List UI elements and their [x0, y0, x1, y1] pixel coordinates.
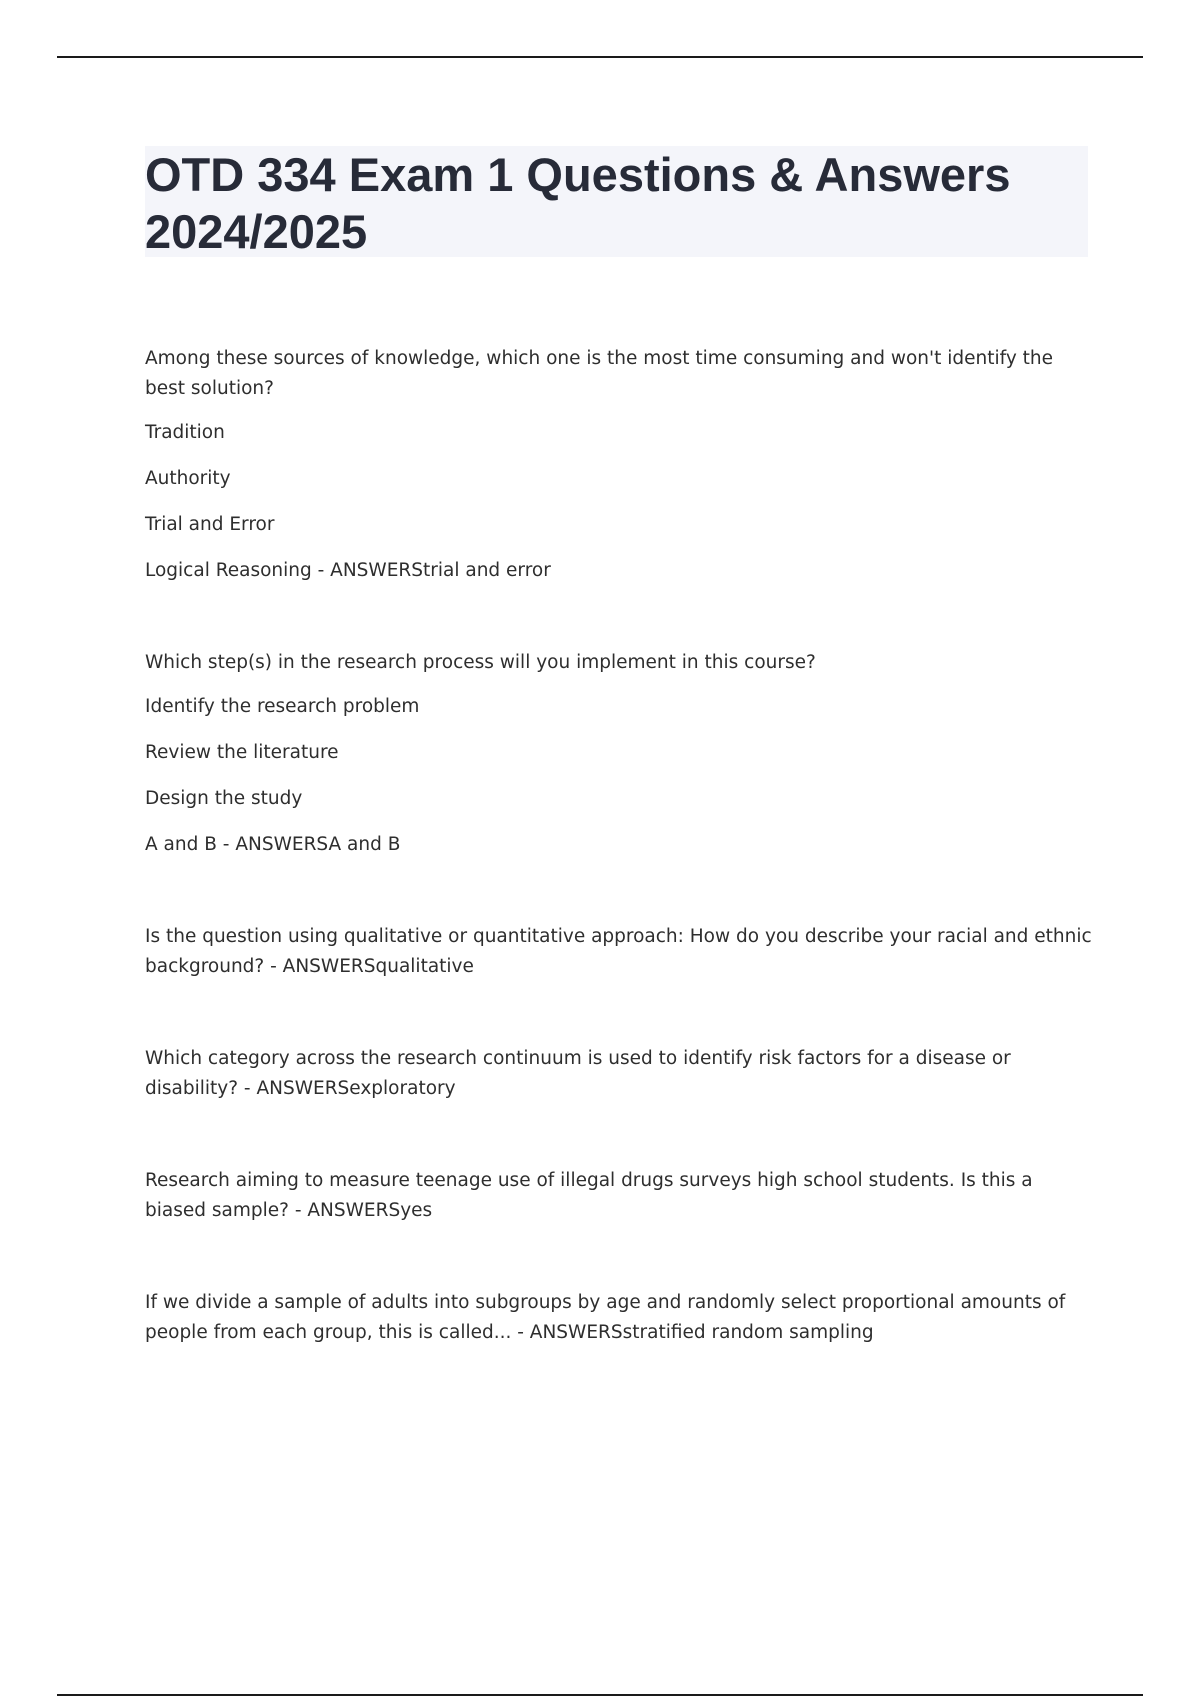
answer-option: Design the study	[145, 788, 303, 809]
answer-option: Review the literature	[145, 742, 339, 763]
question-text: Which category across the research continuum is used to identify risk factors for a disease or disability? - ANSWERSexploratory	[145, 1048, 1011, 1099]
footer-rule	[57, 1694, 1143, 1696]
document-title: OTD 334 Exam 1 Questions & Answers 2024/2025	[145, 148, 1011, 258]
question-text: Research aiming to measure teenage use of illegal drugs surveys high school students. Is this a biased sample? - ANSWERSyes	[145, 1170, 1033, 1221]
qa-item	[145, 648, 1095, 860]
question-text: Is the question using qualitative or quantitative approach: How do you describe your racial and ethnic background? - ANSWERSqualitative	[145, 926, 1092, 977]
qa-item	[145, 1166, 1095, 1226]
answer-option: Identify the research problem	[145, 696, 420, 717]
answer-option: Tradition	[145, 422, 225, 443]
question-text: Among these sources of knowledge, which one is the most time consuming and won't identify the best solution?	[145, 348, 1054, 399]
qa-item	[145, 1288, 1095, 1348]
question-text: Which step(s) in the research process will you implement in this course?	[145, 652, 816, 673]
answer-option: A and B - ANSWERSA and B	[145, 834, 401, 855]
header-rule	[57, 56, 1143, 58]
question-text: If we divide a sample of adults into subgroups by age and randomly select proportional amounts of people from each group, this is called... - ANSWERSstratified random sampling	[145, 1292, 1066, 1343]
qa-list	[145, 344, 1095, 1410]
answer-option: Trial and Error	[145, 514, 275, 535]
answer-option: Logical Reasoning - ANSWERStrial and error	[145, 560, 551, 581]
qa-item	[145, 922, 1095, 982]
qa-item	[145, 1044, 1095, 1104]
title-block	[145, 146, 1088, 257]
qa-item	[145, 344, 1095, 586]
answer-option: Authority	[145, 468, 231, 489]
